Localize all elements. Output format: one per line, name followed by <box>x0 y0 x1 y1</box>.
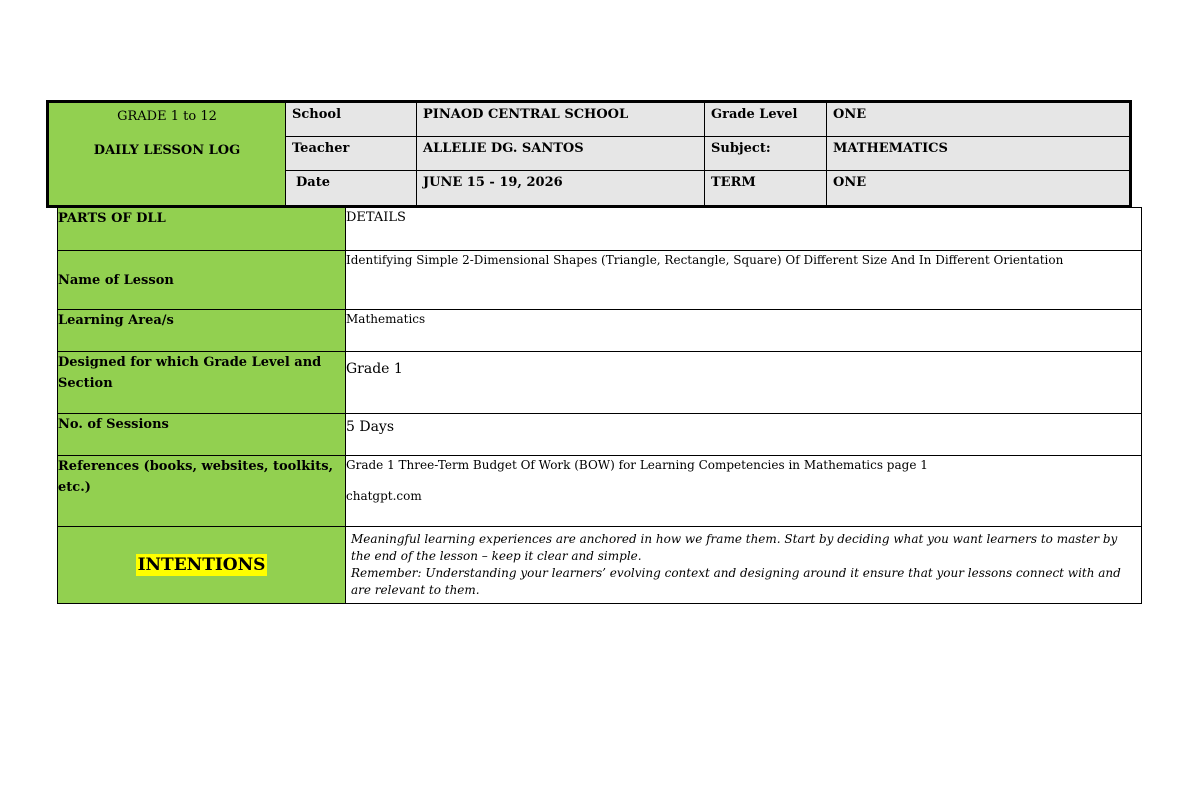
date-label: Date <box>286 171 417 205</box>
grade-level-value: ONE <box>827 103 1129 137</box>
teacher-value: ALLELIE DG. SANTOS <box>417 137 705 171</box>
intentions-text-2: Remember: Understanding your learners’ evolving context and designing around it ensure that your lessons connect with and are relevant to them. <box>351 566 1121 597</box>
lesson-name-value: Identifying Simple 2-Dimensional Shapes (Triangle, Rectangle, Square) Of Different Size And In Different Orientation <box>346 251 1142 310</box>
table-row <box>58 414 1142 456</box>
term-label: TERM <box>705 171 827 205</box>
grade-section-value: Grade 1 <box>346 352 1142 414</box>
intentions-text-1: Meaningful learning experiences are anchored in how we frame them. Start by deciding what you want learners to master by the end of the lesson – keep it clear and simple. <box>351 532 1118 563</box>
header-title-line2: DAILY LESSON LOG <box>93 143 241 158</box>
dll-header <box>46 100 1132 208</box>
intentions-text-cell <box>346 527 1142 604</box>
table-row <box>58 527 1142 604</box>
subject-label: Subject: <box>705 137 827 171</box>
intentions-cell <box>58 527 346 604</box>
header-info-grid <box>286 103 1129 205</box>
learning-area-value: Mathematics <box>346 310 1142 352</box>
intentions-label: INTENTIONS <box>137 554 266 575</box>
dll-details-table <box>57 207 1142 604</box>
table-row <box>58 310 1142 352</box>
table-row <box>58 251 1142 310</box>
details-header: DETAILS <box>346 208 1142 251</box>
references-label: References (books, websites, toolkits, etc.) <box>58 456 346 527</box>
lesson-name-label: Name of Lesson <box>58 251 346 310</box>
school-label: School <box>286 103 417 137</box>
sessions-value: 5 Days <box>346 414 1142 456</box>
header-title-line1: GRADE 1 to 12 <box>117 109 217 124</box>
teacher-label: Teacher <box>286 137 417 171</box>
date-value: JUNE 15 - 19, 2026 <box>417 171 705 205</box>
subject-value: MATHEMATICS <box>827 137 1129 171</box>
grade-section-label: Designed for which Grade Level and Section <box>58 352 346 414</box>
references-value-2: chatgpt.com <box>346 489 422 503</box>
table-header-row <box>58 208 1142 251</box>
table-row <box>58 352 1142 414</box>
sessions-label: No. of Sessions <box>58 414 346 456</box>
table-row <box>58 456 1142 527</box>
school-value: PINAOD CENTRAL SCHOOL <box>417 103 705 137</box>
term-value: ONE <box>827 171 1129 205</box>
header-title-cell <box>49 103 286 205</box>
parts-of-dll-header: PARTS OF DLL <box>58 208 346 251</box>
references-cell <box>346 456 1142 527</box>
references-value: Grade 1 Three-Term Budget Of Work (BOW) for Learning Competencies in Mathematics page 1 <box>346 458 928 472</box>
grade-level-label: Grade Level <box>705 103 827 137</box>
learning-area-label: Learning Area/s <box>58 310 346 352</box>
